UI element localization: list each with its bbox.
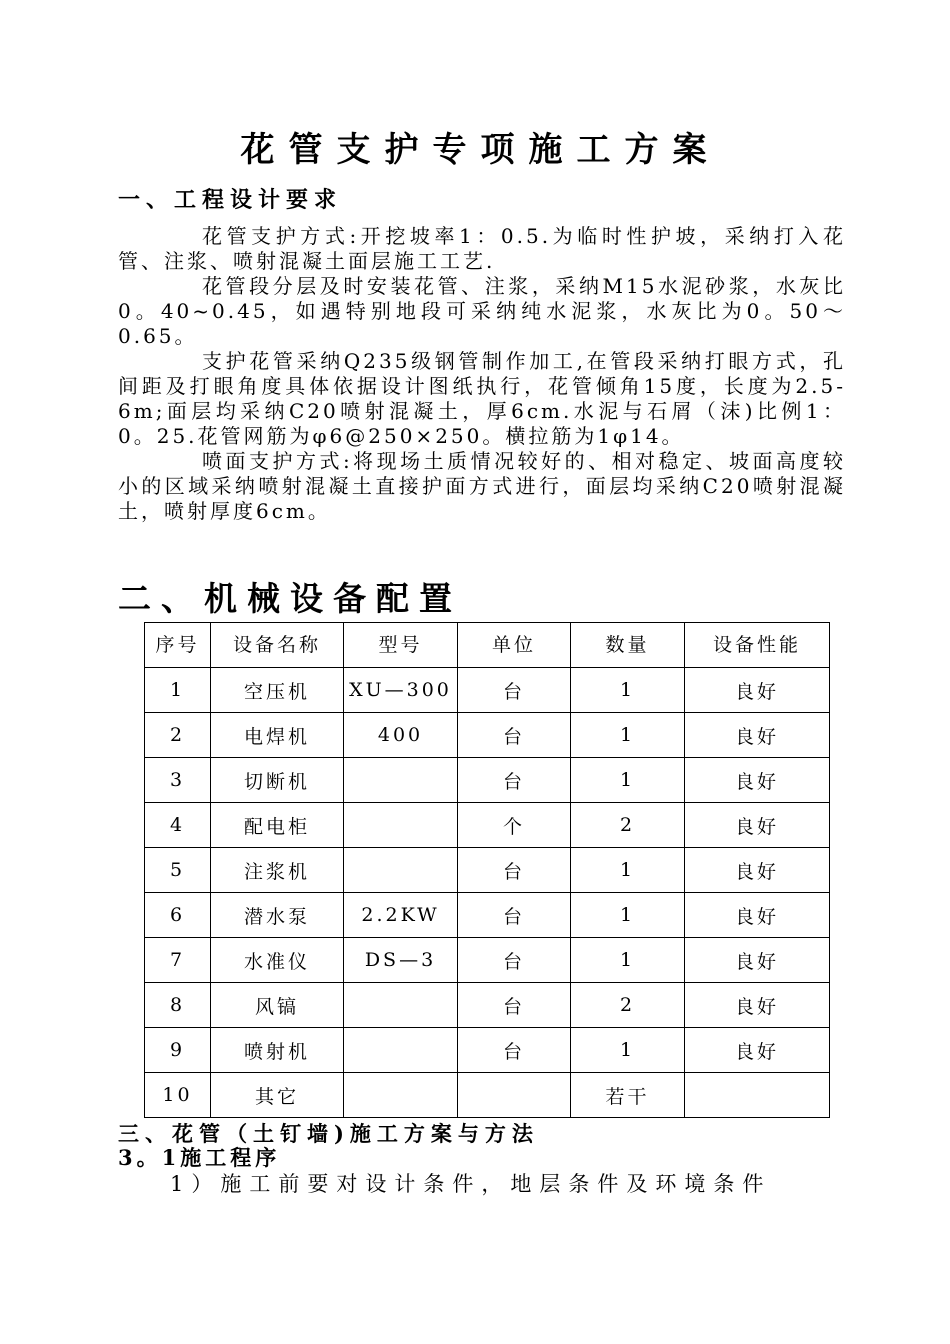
section-3-1-subheading: 3。1施工程序 xyxy=(118,1145,281,1170)
table-cell: 2.2KW xyxy=(344,893,458,938)
table-cell: 空压机 xyxy=(211,668,344,713)
table-row xyxy=(145,803,830,848)
table-cell: 良好 xyxy=(685,758,830,803)
table-header-row xyxy=(145,623,830,668)
table-cell: 3 xyxy=(145,758,211,803)
table-row xyxy=(145,893,830,938)
table-cell: 台 xyxy=(458,758,571,803)
table-cell: 10 xyxy=(145,1073,211,1118)
table-cell: 注浆机 xyxy=(211,848,344,893)
table-cell: 9 xyxy=(145,1028,211,1073)
table-cell xyxy=(344,758,458,803)
table-cell: 2 xyxy=(145,713,211,758)
table-cell: 1 xyxy=(145,668,211,713)
table-cell xyxy=(344,1028,458,1073)
table-cell: 7 xyxy=(145,938,211,983)
paragraph-1: 花管支护方式:开挖坡率1：0.5.为临时性护坡，采纳打入花管、注浆、喷射混凝土面层施工工艺. xyxy=(118,224,846,273)
table-cell: 6 xyxy=(145,893,211,938)
table-cell: 1 xyxy=(571,713,685,758)
paragraph-4: 喷面支护方式:将现场土质情况较好的、相对稳定、坡面高度较小的区域采纳喷射混凝土直接护面方式进行，面层均采纳C20喷射混凝土，喷射厚度6cm。 xyxy=(118,449,846,523)
table-cell: 台 xyxy=(458,668,571,713)
table-cell: 2 xyxy=(571,803,685,848)
document-title: 花管支护专项施工方案 xyxy=(240,130,721,170)
table-cell xyxy=(344,1073,458,1118)
table-cell xyxy=(344,803,458,848)
table-cell: 良好 xyxy=(685,713,830,758)
table-cell: 台 xyxy=(458,938,571,983)
table-cell: 1 xyxy=(571,848,685,893)
table-row xyxy=(145,938,830,983)
table-cell: 台 xyxy=(458,893,571,938)
header-cell: 设备名称 xyxy=(211,623,344,668)
table-cell: 1 xyxy=(571,668,685,713)
table-cell: 8 xyxy=(145,983,211,1028)
table-cell: 1 xyxy=(571,758,685,803)
table-cell: 良好 xyxy=(685,668,830,713)
table-row xyxy=(145,668,830,713)
table-cell: 良好 xyxy=(685,803,830,848)
header-cell: 数量 xyxy=(571,623,685,668)
table-cell: 2 xyxy=(571,983,685,1028)
header-cell: 单位 xyxy=(458,623,571,668)
paragraph-3: 支护花管采纳Q235级钢管制作加工,在管段采纳打眼方式，孔间距及打眼角度具体依据设计图纸执行，花管倾角15度，长度为2.5-6m;面层均采纳C20喷射混凝土，厚6cm.水泥与石屑（沫)比例1：0。25.花管网筋为φ6@250×250。横拉筋为1φ14。 xyxy=(118,349,846,448)
table-cell: 400 xyxy=(344,713,458,758)
table-cell: 切断机 xyxy=(211,758,344,803)
table-row xyxy=(145,1073,830,1118)
section-1-body xyxy=(118,224,846,524)
header-cell: 序号 xyxy=(145,623,211,668)
table-cell: 台 xyxy=(458,848,571,893)
table-cell: 1 xyxy=(571,893,685,938)
table-cell: 1 xyxy=(571,938,685,983)
section-1-heading: 一、工程设计要求 xyxy=(118,187,343,213)
table-cell: 良好 xyxy=(685,893,830,938)
table-cell: 良好 xyxy=(685,848,830,893)
table-cell: 若干 xyxy=(571,1073,685,1118)
section-3-heading: 三、花管（土钉墙)施工方案与方法 xyxy=(118,1121,539,1146)
table-cell: 台 xyxy=(458,983,571,1028)
table-cell: 电焊机 xyxy=(211,713,344,758)
section-2-heading: 二、机械设备配置 xyxy=(118,579,462,618)
table-cell: 水准仪 xyxy=(211,938,344,983)
table-cell: 风镐 xyxy=(211,983,344,1028)
table-cell: 1 xyxy=(571,1028,685,1073)
table-cell xyxy=(344,983,458,1028)
table-cell: 5 xyxy=(145,848,211,893)
table-row xyxy=(145,848,830,893)
table-row xyxy=(145,1028,830,1073)
table-cell: XU—300 xyxy=(344,668,458,713)
table-row xyxy=(145,713,830,758)
table-cell: 配电柜 xyxy=(211,803,344,848)
equipment-table xyxy=(144,622,830,1118)
table-cell: 良好 xyxy=(685,983,830,1028)
table-cell: 良好 xyxy=(685,1028,830,1073)
table-cell: 个 xyxy=(458,803,571,848)
table-cell: 台 xyxy=(458,1028,571,1073)
table-cell: 喷射机 xyxy=(211,1028,344,1073)
table-cell: 台 xyxy=(458,713,571,758)
table-cell xyxy=(685,1073,830,1118)
table-cell: 4 xyxy=(145,803,211,848)
table-cell: 潜水泵 xyxy=(211,893,344,938)
table-row xyxy=(145,983,830,1028)
table-cell xyxy=(458,1073,571,1118)
table-cell xyxy=(344,848,458,893)
header-cell: 设备性能 xyxy=(685,623,830,668)
table-cell: 良好 xyxy=(685,938,830,983)
paragraph-2: 花管段分层及时安装花管、注浆，采纳M15水泥砂浆，水灰比0。40~0.45，如遇特别地段可采纳纯水泥浆，水灰比为0。50～0.65。 xyxy=(118,274,846,348)
table-row xyxy=(145,758,830,803)
section-3-1-text: 1）施工前要对设计条件，地层条件及环境条件 xyxy=(170,1172,772,1196)
table-cell: 其它 xyxy=(211,1073,344,1118)
header-cell: 型号 xyxy=(344,623,458,668)
table-cell: DS—3 xyxy=(344,938,458,983)
